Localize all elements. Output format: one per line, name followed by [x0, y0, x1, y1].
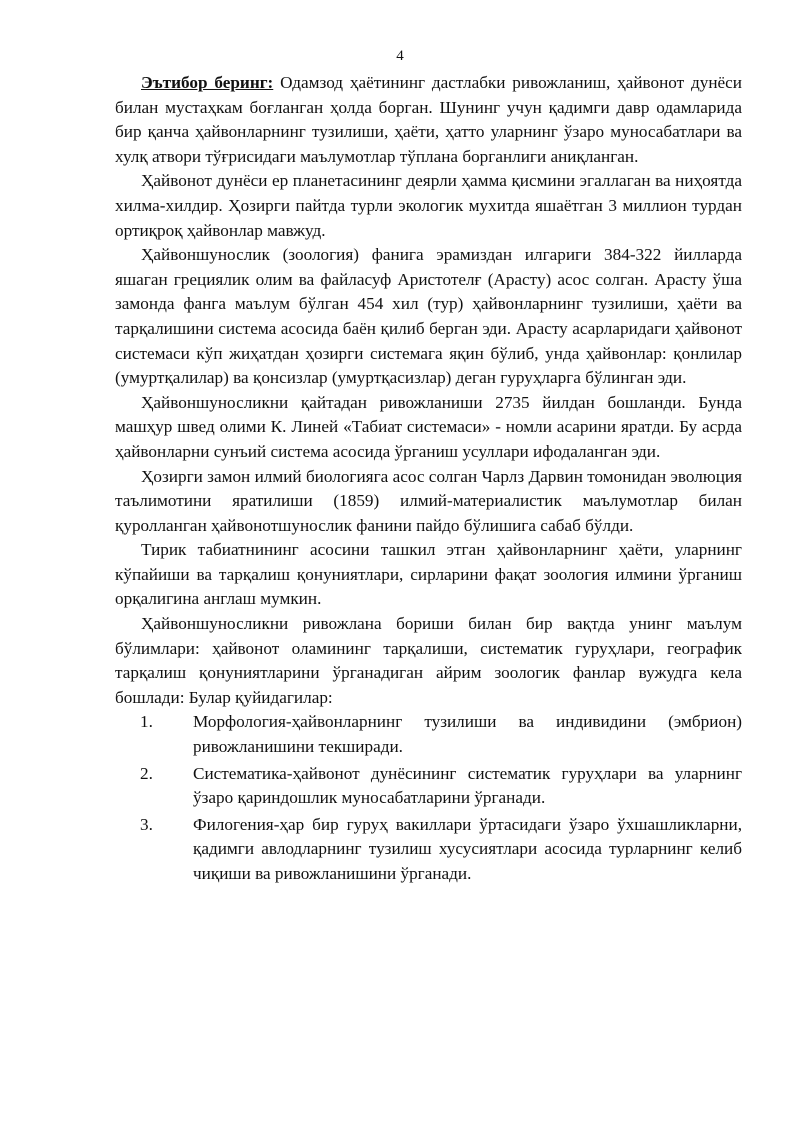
- list-item-number: 2.: [140, 763, 153, 783]
- intro-text: Одамзод ҳаётининг дастлабки ривожланиш, ҳайвонот дунёси билан мустаҳкам боғланган ҳолда борган. Шунинг учун қадимги давр одамларида бир қанча ҳайвонларнинг тузилиши, ҳаёти, ҳатто уларнинг ўзаро муносабатлари ва хулқ атвори тўғрисидаги маълумотлар тўплана борганлиги аниқланган.: [115, 73, 742, 166]
- page-number: 4: [396, 48, 404, 64]
- list-item-text: Морфология-ҳайвонларнинг тузилиши ва индивидини (эмбрион) ривожланишини текширади.: [193, 712, 742, 757]
- paragraph-aristotle: Ҳайвоншунослик (зоология) фанига эрамиздан илгариги 384-322 йилларда яшаган грециялик олим ва файласуф Аристотелғ (Арасту) асос солган. Арасту ўша замонда фанга маълум бўлган 454 хил (тур) ҳайвонларнинг тузилиши, ҳаёти ва тарқалишини система асосида баён қилиб берган эди. Арасту асарларидаги ҳайвонот системаси кўп жиҳатдан ҳозирги системага яқин бўлиб, унда ҳайвонлар: қонлилар (умуртқалилар) ва қонсизлар (умуртқасизлар) деган гуруҳларга бўлинган эди.: [115, 245, 742, 388]
- branches-list: [115, 710, 742, 886]
- list-item-number: 1.: [140, 712, 153, 732]
- paragraph-darwin: Ҳозирги замон илмий биологияга асос солган Чарлз Дарвин томонидан эволюция таълимотини яратилиши (1859) илмий-материалистик маълумотлар билан қуролланган ҳайвонотшунослик фанини пайдо бўлишига сабаб бўлди.: [115, 466, 742, 535]
- page-body: [115, 71, 742, 889]
- list-item: [115, 710, 742, 759]
- list-item-text: Филогения-ҳар бир гуруҳ вакиллари ўртасидаги ўзаро ўхшашликларни, қадимги авлодларнинг тузилиш хусусиятлари асосида турларнинг келиб чиқиши ва ривожланишини ўрганади.: [193, 814, 742, 883]
- list-item: [115, 813, 742, 887]
- intro-paragraph: [115, 71, 742, 169]
- attention-lead: Эътибор беринг:: [141, 73, 274, 92]
- paragraph-living-nature: Тирик табиатнининг асосини ташкил этган ҳайвонларнинг ҳаёти, уларнинг кўпайиши ва тарқалиш қонуниятлари, сирларини фақат зоология илмини ўрганиш орқалигина англаш мумкин.: [115, 540, 742, 609]
- list-item-number: 3.: [140, 814, 153, 834]
- paragraph-linnaeus: Ҳайвоншуносликни қайтадан ривожланиши 2735 йилдан бошланди. Бунда машҳур швед олими К. Линей «Табиат системаси» - номли асарини яратди. Бу асрда ҳайвонларни сунъий система асосида ўрганиш усуллари ифодаланган эди.: [115, 392, 742, 461]
- list-item: [115, 762, 742, 811]
- paragraph-branches: Ҳайвоншуносликни ривожлана бориши билан бир вақтда унинг маълум бўлимлари: ҳайвонот оламининг тарқалиши, систематик гуруҳлари, географик тарқалиш қонуниятларини ўрганадиган айрим зоологик фанлар вужудга кела бошлади: Булар қуйидагилар:: [115, 614, 742, 707]
- paragraph-animal-world: Ҳайвонот дунёси ер планетасининг деярли ҳамма қисмини эгаллаган ва ниҳоятда хилма-хилдир. Ҳозирги пайтда турли экологик мухитда яшаётган 3 миллион турдан ортиқроқ ҳайвонлар мавжуд.: [115, 171, 742, 240]
- list-item-text: Систематика-ҳайвонот дунёсининг систематик гуруҳлари ва уларнинг ўзаро қариндошлик муносабатларини ўрганади.: [193, 763, 742, 808]
